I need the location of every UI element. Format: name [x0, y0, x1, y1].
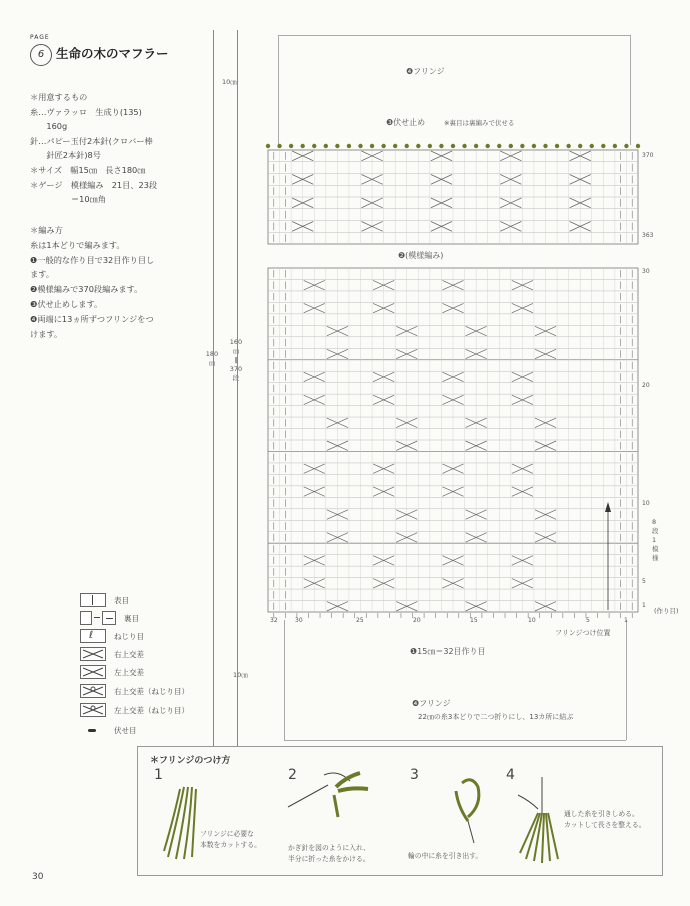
bind-off-dot [613, 144, 617, 148]
bind-off-dot [266, 144, 270, 148]
page-label: PAGE [30, 34, 50, 41]
fringe-line-right-top [630, 35, 631, 145]
materials-line: ＝10㎝角 [30, 194, 106, 205]
materials-line: 糸…ヴァラッロ 生成り(135) [30, 106, 142, 117]
col-label: 10 [528, 617, 536, 624]
howto-step-number: 1 [154, 767, 163, 783]
method-line: ❷模様編みで370段編みます。 [30, 284, 143, 295]
bind-off-dot [590, 144, 594, 148]
materials-line: ＊サイズ 幅15㎝ 長さ180㎝ [30, 164, 146, 175]
fringe-bottom-edge [284, 740, 626, 741]
bind-off-dot [300, 144, 304, 148]
materials-line: 針匠2本針)8号 [30, 150, 101, 161]
bind-off-dot [347, 144, 351, 148]
bind-off-dot [289, 144, 293, 148]
page-number: 30 [32, 872, 44, 882]
legend-item [80, 664, 144, 680]
legend-label: 伏せ目 [114, 725, 137, 735]
method-heading: ＊編み方 [30, 225, 63, 235]
dim-line-top [237, 30, 238, 148]
page-number-badge: 6 [30, 44, 52, 66]
bind-off-dot [416, 144, 420, 148]
row-label: 1 [642, 602, 646, 609]
step2-hook-icon [288, 773, 368, 817]
fringe-line-left-bottom [284, 620, 285, 740]
dim-total: 180 ㎝ [205, 350, 219, 367]
howto-step-text: 輪の中に糸を引き出す。 [408, 852, 483, 860]
knit-stitch-icon [80, 593, 106, 607]
dim-line-total [213, 30, 214, 870]
bind-off-note: ※裏目は裏編みで伏せる [444, 119, 515, 127]
method-line: ❶一般的な作り目で32目作り目し [30, 254, 155, 265]
bind-off-dot [381, 144, 385, 148]
bind-off-dot [370, 144, 374, 148]
method-section [30, 223, 154, 341]
dim-bottom-label: 10㎝ [233, 671, 248, 679]
step4-tassel-icon [518, 777, 558, 863]
method-line: ます。 [30, 269, 54, 280]
pattern-repeat-label: 8段1模様 [652, 518, 659, 562]
bind-off-dot [578, 144, 582, 148]
dim-top-label: 10㎝ [222, 78, 237, 86]
materials-line: 160g [30, 121, 68, 132]
bind-off-dot [451, 144, 455, 148]
legend-item [80, 610, 139, 626]
bind-off-dot [555, 144, 559, 148]
howto-step-number: 3 [410, 767, 419, 783]
bind-off-label: ❸伏せ止め [386, 118, 426, 127]
cast-on-label: ❶15㎝＝32目作り目 [410, 647, 486, 656]
pattern-label: ❷(模様編み) [398, 251, 444, 260]
legend-label: 左上交差 [114, 667, 144, 677]
legend-label: 表目 [114, 595, 129, 605]
bind-off-dot [497, 144, 501, 148]
bind-off-icon [80, 723, 106, 737]
legend-item [80, 592, 129, 608]
fringe-illustrations [138, 747, 662, 875]
row-label: 370 [642, 152, 654, 159]
fringe-top-label: ❹フリンジ [406, 67, 445, 76]
step1-strands-icon [164, 787, 196, 859]
legend-item [80, 683, 189, 699]
col-label: 25 [356, 617, 364, 624]
fringe-top-edge [278, 35, 630, 36]
col-label: 20 [413, 617, 421, 624]
cast-on-row-label: (作り目) [654, 607, 679, 615]
materials-line: ＊ゲージ 模様編み 21目、23段 [30, 179, 158, 190]
bind-off-dot [405, 144, 409, 148]
page-title: 生命の木のマフラー [56, 46, 169, 61]
bind-off-dot [543, 144, 547, 148]
bind-off-dot [474, 144, 478, 148]
fringe-position-label: フリンジつけ位置 [555, 629, 611, 637]
legend-item [80, 702, 189, 718]
col-label: 15 [470, 617, 478, 624]
row-label: 363 [642, 232, 654, 239]
legend-label: 左上交差（ねじり目） [114, 705, 189, 715]
method-line: けます。 [30, 328, 63, 339]
row-label: 5 [642, 578, 646, 585]
legend-label: ねじり目 [114, 631, 144, 641]
bind-off-dot [624, 144, 628, 148]
bind-off-dot [601, 144, 605, 148]
bind-off-dot [566, 144, 570, 148]
bind-off-dot [520, 144, 524, 148]
howto-heading: ＊フリンジのつけ方 [150, 756, 231, 766]
right-cross-twisted-icon [80, 684, 106, 698]
direction-arrowhead [605, 502, 611, 512]
twisted-stitch-icon: ℓ [80, 629, 106, 643]
fringe-howto-box [137, 746, 663, 876]
left-cross-twisted-icon [80, 703, 106, 717]
dim-body: 160 ㎝ ‖ 370 段 [229, 338, 243, 382]
col-label: 30 [295, 617, 303, 624]
bind-off-dot [439, 144, 443, 148]
bind-off-dot [312, 144, 316, 148]
bind-off-dot [358, 144, 362, 148]
fringe-bottom-note: 22㎝の糸3本どりで二つ折りにし、13カ所に結ぶ [418, 713, 574, 721]
bind-off-dot [485, 144, 489, 148]
legend-item [80, 722, 137, 738]
materials-heading: ＊用意するもの [30, 92, 88, 102]
col-label: 32 [270, 617, 278, 624]
step3-loop-icon [456, 780, 479, 843]
howto-step-text: 通した糸を引きしめる。 カットして長さを整える。 [564, 810, 646, 829]
bind-off-dot [393, 144, 397, 148]
bind-off-dot [277, 144, 281, 148]
dim-line-body [237, 148, 238, 613]
bind-off-dot [462, 144, 466, 148]
knitting-chart [262, 140, 662, 620]
legend-label: 右上交差（ねじり目） [114, 686, 189, 696]
materials-line: 針…パピー玉付2本針(クロバー棒 [30, 135, 153, 146]
col-label: 5 [586, 617, 590, 624]
materials-section [30, 90, 157, 207]
col-label: 1 [624, 617, 628, 624]
left-cross-icon [80, 665, 106, 679]
bind-off-dot [324, 144, 328, 148]
bind-off-dot [509, 144, 513, 148]
legend-label: 右上交差 [114, 649, 144, 659]
fringe-line-left-top [278, 35, 279, 145]
row-label: 20 [642, 382, 650, 389]
method-line: ❹両端に13ヵ所ずつフリンジをつ [30, 313, 154, 324]
legend-item [80, 628, 144, 644]
fringe-line-right-bottom [626, 620, 627, 740]
bind-off-dot [532, 144, 536, 148]
bind-off-dot [428, 144, 432, 148]
row-label: 30 [642, 268, 650, 275]
purl-stitch-icon [80, 611, 116, 625]
bind-off-dot [636, 144, 640, 148]
method-line: 糸は1本どりで編みます。 [30, 239, 125, 250]
right-cross-icon [80, 647, 106, 661]
howto-step-number: 4 [506, 767, 515, 783]
row-label: 10 [642, 500, 650, 507]
howto-step-text: フリンジに必要な 本数をカットする。 [200, 830, 261, 849]
fringe-bottom-label: ❹フリンジ [412, 699, 451, 708]
method-line: ❸伏せ止めします。 [30, 298, 103, 309]
bind-off-dot [335, 144, 339, 148]
howto-step-number: 2 [288, 767, 297, 783]
legend-item [80, 646, 144, 662]
legend-label: 裏目 [124, 613, 139, 623]
howto-step-text: かぎ針を図のように入れ、 半分に折った糸をかける。 [288, 844, 370, 863]
